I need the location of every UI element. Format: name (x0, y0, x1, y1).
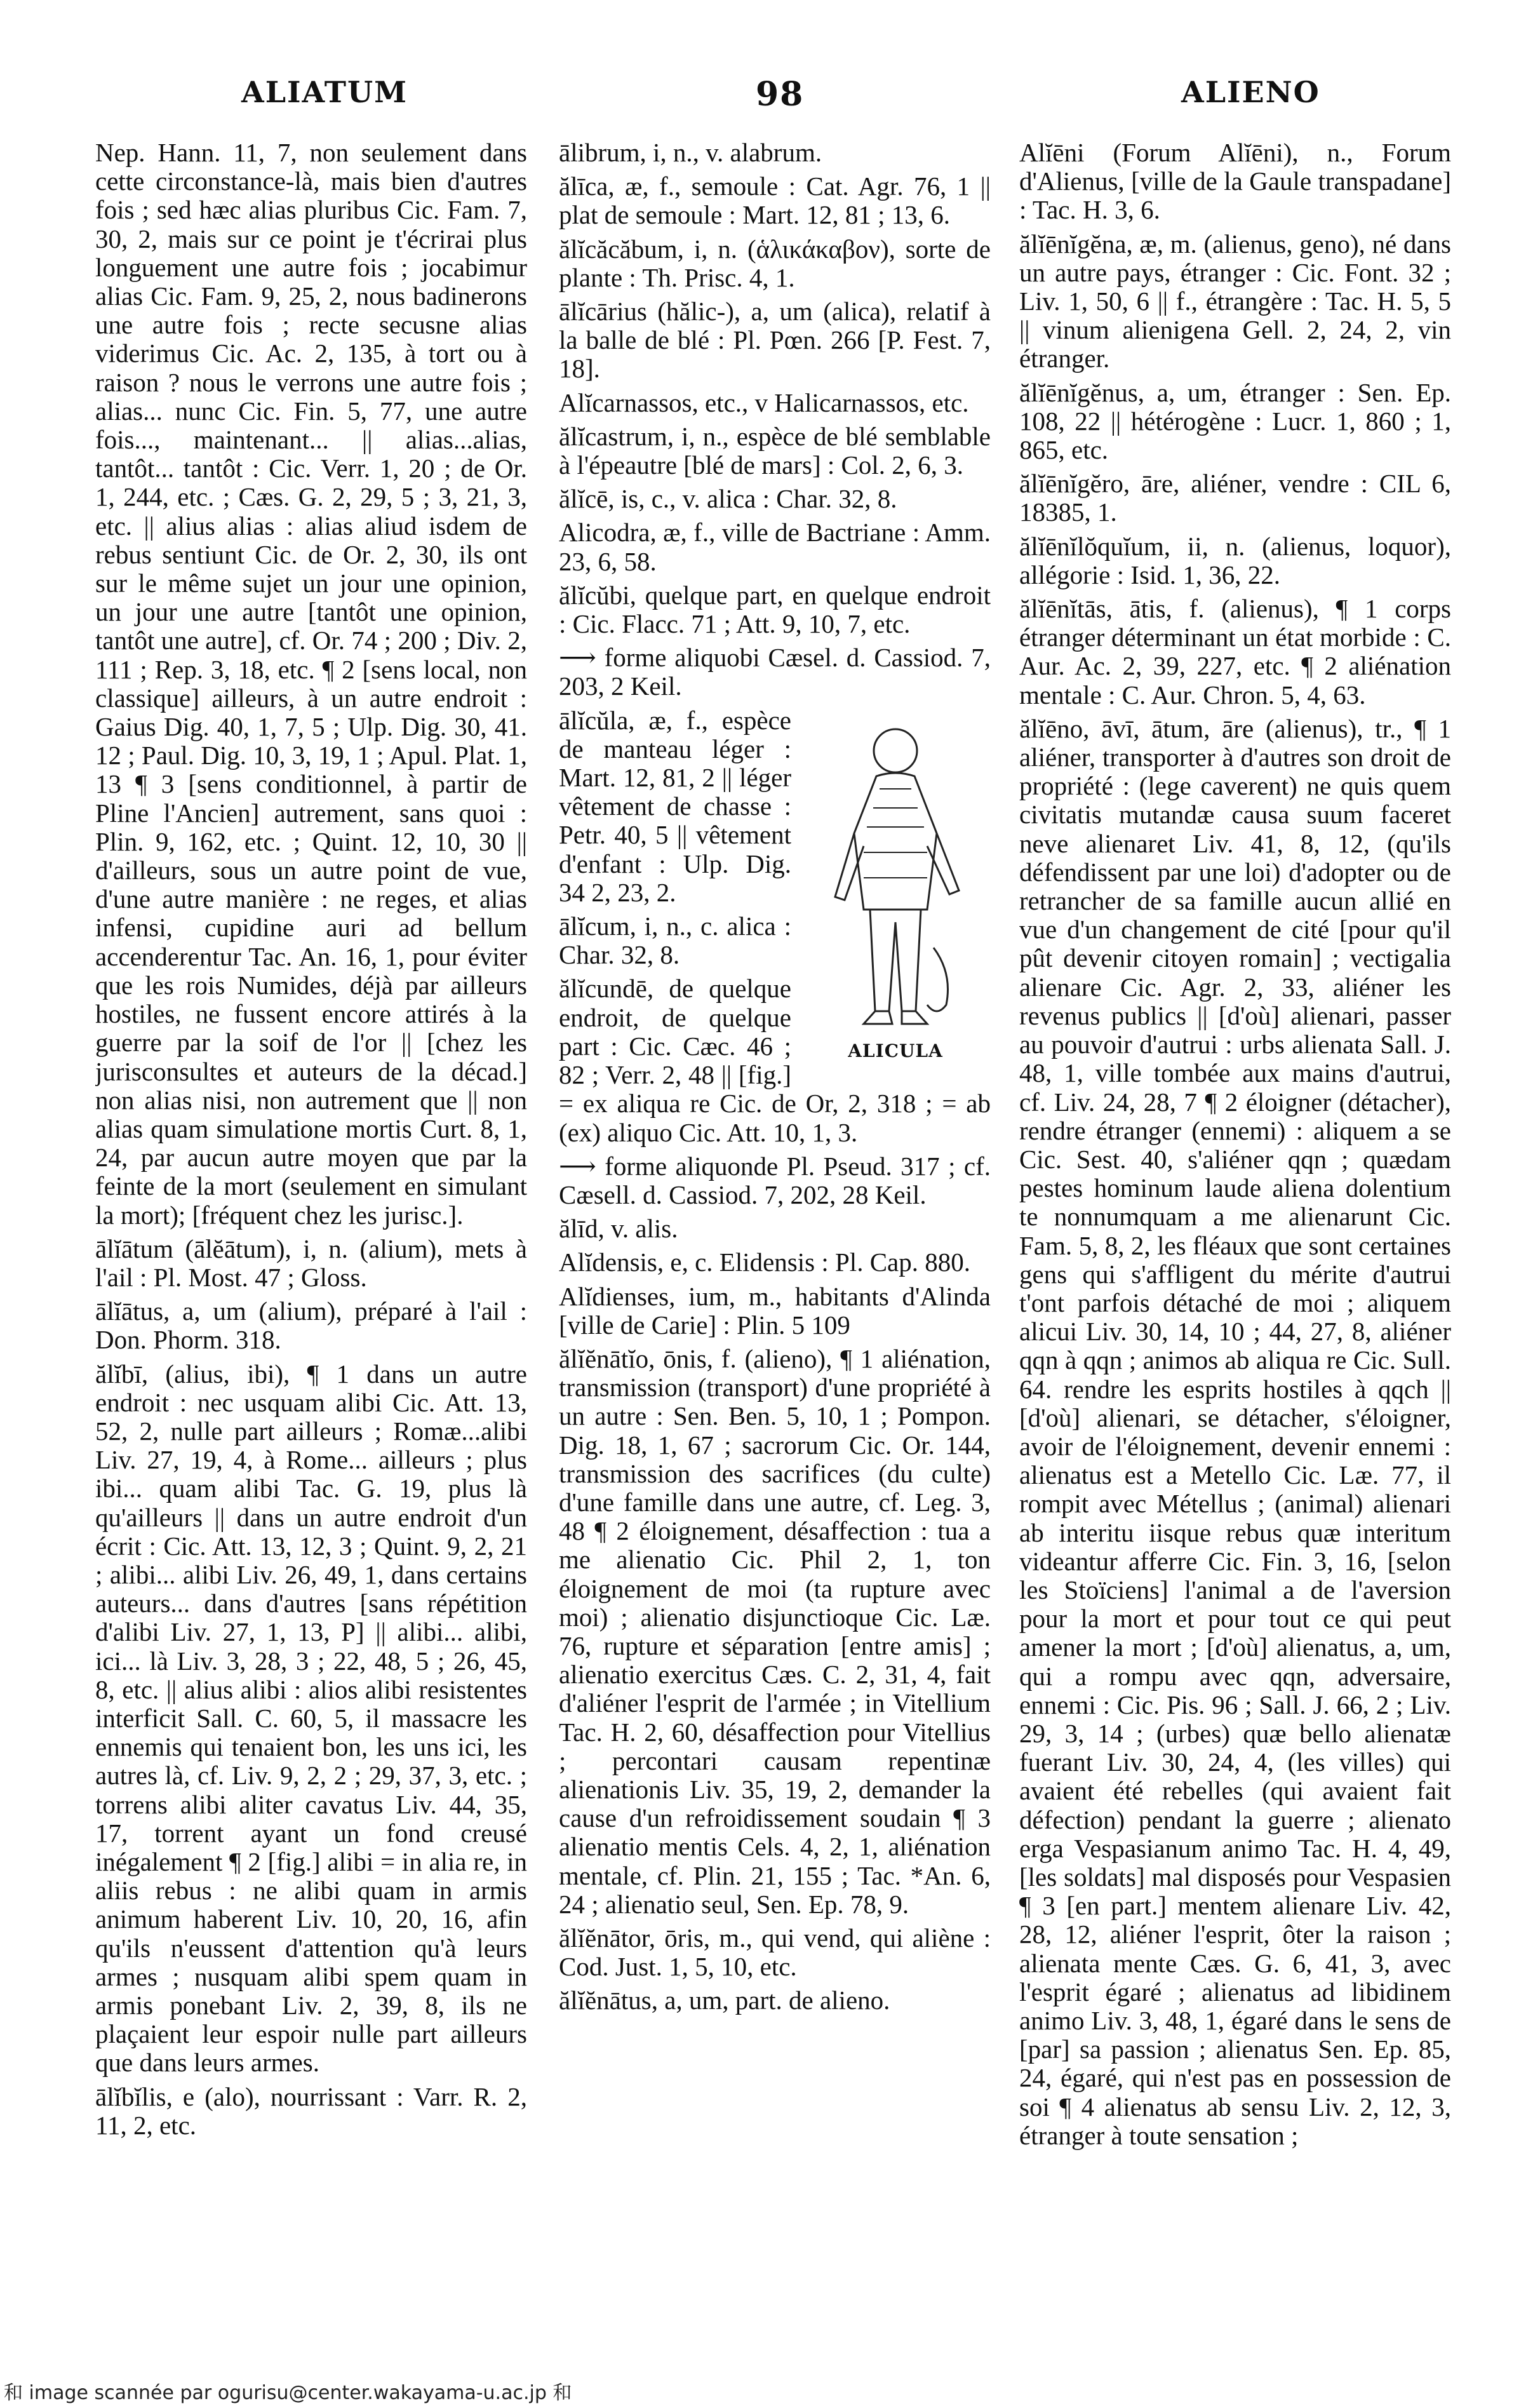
entry: Alĭdensis, e, c. Elidensis : Pl. Cap. 880. (559, 1247, 970, 1277)
figure-caption: ALICULA (848, 1040, 943, 1061)
entry: ălĭēnĭgĕnus, a, um, étranger : Sen. Ep. 108, 22 || hétérogène : Lucr. 1, 860 ; 1, 865, etc. (1019, 377, 1451, 465)
entry: ălĭcastrum, i, n., espèce de blé semblable à l'épeautre [blé de mars] : Col. 2, 6, 3. (559, 421, 991, 480)
entry: ălĭcăcăbum, i, n. (ἁλικάκαβον), sorte de plante : Th. Prisc. 4, 1. (559, 234, 991, 292)
entry: ālĭcŭla, æ, f., espèce de manteau léger : Mart. 12, 81, 2 || léger vêtement de chasse : Petr. 40, 5 || vêtement d'enfant : Ulp. Dig. 34 2, 23, 2. (559, 705, 791, 907)
entry: ālĭcārius (hălic-), a, um (alica), relatif à la balle de blé : Pl. Pœn. 266 [P. Fest. 7, 18]. (559, 297, 991, 384)
entry: Alĭēni (Forum Alĭēni), n., Forum d'Alienus, [ville de la Gaule transpadane] : Tac. H. 3, 6. (1019, 138, 1451, 225)
entry: ălĭēnĭgĕna, æ, m. (alienus, geno), né dans un autre pays, étranger : Cic. Font. 32 ; Liv. 1, 50, 6 || f., étrangère : Tac. H. 5, 5 || vinum alienigena Gell. 2, 24, 2, vin étranger. (1019, 229, 1451, 373)
entry: ālĭcum, i, n., c. alica : Char. 32, 8. (559, 911, 791, 970)
entry: ălĭcŭbi, quelque part, en quelque endroit : Cic. Flacc. 71 ; Att. 9, 10, 7, etc. (559, 580, 991, 639)
column-middle (559, 138, 991, 2298)
alicula-illustration (800, 706, 991, 1062)
entry: ălīca, æ, f., semoule : Cat. Agr. 76, 1 || plat de semoule : Mart. 12, 81 ; 13, 6. (559, 171, 991, 230)
running-head-left: ALIATUM (241, 75, 408, 109)
running-head-right: ALIENO (1181, 75, 1320, 109)
entry: ālĭātus, a, um (alium), préparé à l'ail : Don. Phorm. 318. (95, 1296, 527, 1355)
entry: ⟶ forme aliquonde Pl. Pseud. 317 ; cf. Cæsell. d. Cassiod. 7, 202, 28 Keil. (559, 1151, 991, 1209)
entry: ălĭĕnātor, ōris, m., qui vend, qui aliène : Cod. Just. 1, 5, 10, etc. (559, 1923, 991, 1982)
scan-credit-text: 和 image scannée par ogurisu@center.wakayama-u.ac.jp 和 (4, 2382, 572, 2404)
entry: ălĭcē, is, c., v. alica : Char. 32, 8. (559, 484, 897, 514)
entry: Alicodra, æ, f., ville de Bactriane : Amm. 23, 6, 58. (559, 518, 991, 576)
entry: ălĭĕnātĭo, ōnis, f. (alieno), ¶ 1 aliénation, transmission (transport) d'une propriété à un autre : Sen. Ben. 5, 10, 1 ; Pompon. Dig. 18, 1, 67 ; sacrorum Cic. Or. 144, transmission des sacrifices (du culte) d'une famille dans une autre, cf. Leg. 3, 48 ¶ 2 éloignement, désaffection : tua a me alienatio Cic. Phil 2, 1, ton éloignement de moi (ta rupture avec moi) ; alienatio disjunctioque Cic. Læ. 76, rupture et séparation [entre amis] ; alienatio exercitus Cæs. C. 2, 31, 4, fait d'aliéner l'esprit de l'armée ; in Vitellium Tac. H. 2, 60, désaffection pour Vitellius ; percontari causam repentinæ alienationis Liv. 35, 19, 2, demander la cause d'un refroidissement soudain ¶ 3 alienatio mentis Cels. 4, 2, 1, aliénation mentale, cf. Plin. 21, 155 ; Tac. *An. 6, 24 ; alienatio seul, Sen. Ep. 78, 9. (559, 1343, 991, 1919)
entry: ălīd, v. alis. (559, 1214, 678, 1244)
entry: ālĭbĭlis, e (alo), nourrissant : Varr. R. 2, 11, 2, etc. (95, 2081, 527, 2140)
entry: ălĭēnĭlŏquĭum, ii, n. (alienus, loquor), allégorie : Isid. 1, 36, 22. (1019, 531, 1451, 589)
entry: Alĭdienses, ium, m., habitants d'Alinda [ville de Carie] : Plin. 5 109 (559, 1281, 991, 1340)
entry: Alĭcarnassos, etc., v Halicarnassos, etc. (559, 387, 969, 417)
entry: ălĭbī, (alius, ibi), ¶ 1 dans un autre endroit : nec usquam alibi Cic. Att. 13, 52, 2, nulle part ailleurs ; Romæ...alibi Liv. 27, 19, 4, à Rome... ailleurs ; plus ibi... quam alibi Tac. G. 19, plus là qu'ailleurs || dans un autre endroit d'un écrit : Cic. Att. 13, 12, 3 ; Quint. 9, 2, 21 ; alibi... alibi Liv. 26, 49, 1, dans certains auteurs... dans d'autres [sans répétition d'alibi Liv. 27, 1, 13, P] || alibi... alibi, ici... là Liv. 3, 28, 3 ; 22, 48, 5 ; 26, 45, 8, etc. || alius alibi : alios alibi resistentes interficit Sall. C. 60, 5, il massacre les ennemis qui tenaient bon, les uns ici, les autres là, cf. Liv. 9, 2, 2 ; 29, 37, 3, etc. ; torrens alibi aliter cavatus Liv. 44, 35, 17, torrent ayant un fond creusé inégalement ¶ 2 [fig.] alibi = in alia re, in aliis rebus : ne alibi quam in armis animum haberent Liv. 10, 20, 16, afin qu'ils n'eussent d'attention qu'à leurs armes ; nusquam alibi spem quam in armis ponebant Liv. 2, 39, 8, ils ne plaçaient leur espoir nulle part ailleurs que dans leurs armes. (95, 1359, 527, 2078)
column-left (95, 138, 527, 2298)
scan-credit-footer (0, 2377, 1540, 2402)
entry: ălĭēnĭtās, ātis, f. (alienus), ¶ 1 corps étranger déterminant un état morbide : C. Aur. Ac. 2, 39, 227, etc. ¶ 2 aliénation mentale : C. Aur. Chron. 5, 4, 63. (1019, 594, 1451, 709)
entry: ălĭēno, āvī, ātum, āre (alienus), tr., ¶ 1 aliéner, transporter à d'autres son droit de propriété : (lege caverent) ne quis quem civitatis mutandæ causa suum faceret neve alienaret Liv. 41, 8, 12, (qu'ils défendissent par une loi) d'adopter ou de retrancher de sa famille aucun allié en vue d'un changement de cité [pour qu'il pût devenir citoyen romain] ; vectigalia alienare Cic. Agr. 2, 33, aliéner les revenus publics || [d'où] alienari, passer au pouvoir d'autrui : urbs alienata Sall. J. 48, 1, ville tombée aux mains d'autrui, cf. Liv. 24, 28, 7 ¶ 2 éloigner (détacher), rendre étranger (ennemi) : aliquem a se Cic. Sest. 40, s'aliéner qqn ; quædam pestes hominum laude aliena dolentium te nonnumquam a me alienarunt Cic. Fam. 5, 8, 2, les fléaux que sont certaines gens qui s'affligent du mérite d'autrui t'ont parfois détaché de moi ; aliquem alicui Liv. 30, 14, 10 ; 44, 27, 8, aliéner qqn à qqn ; animos ab aliqua re Cic. Sull. 64. rendre les esprits hostiles à qqch || [d'où] alienari, se détacher, s'éloigner, avoir de l'éloignement, devenir ennemi : alienatus est a Metello Cic. Læ. 77, il rompit avec Métellus ; (animal) alienari ab interitu iisque rebus quæ interitum videantur afferre Cic. Fin. 3, 16, [selon les Stoïciens] l'animal a de l'aversion pour la mort et pour tout ce qui peut amener la mort ; [d'où] alienatus, a, um, qui a rompu avec qqn, adversaire, ennemi : Cic. Pis. 96 ; Sall. J. 66, 2 ; Liv. 29, 3, 14 ; (urbes) quæ bello alienatæ fuerant Liv. 30, 24, 4, (les villes) qui avaient été rebelles (qui avaient fait défection) pendant la guerre ; alienato erga Vespasianum animo Tac. H. 4, 49, [les soldats] mal disposés pour Vespasien ¶ 3 [en part.] mentem alienare Liv. 42, 28, 12, aliéner l'esprit, ôter la raison ; alienata mente Cæs. G. 6, 41, 3, avec l'esprit égaré ; alienatus ad libidinem animo Liv. 3, 48, 1, égaré dans le sens de [par] sa passion ; alienatus Sen. Ep. 85, 24, égaré, qui n'est pas en possession de soi ¶ 4 alienatus ab sensu Liv. 2, 12, 3, étranger à toute sensation ; (1019, 713, 1451, 2150)
column-right (1019, 138, 1451, 2298)
figure-drawing-icon (800, 706, 991, 1037)
entry: ălĭĕnātus, a, um, part. de alieno. (559, 1986, 890, 2015)
entry: ălĭēnĭgĕro, āre, aliéner, vendre : CIL 6, 18385, 1. (1019, 469, 1451, 527)
entry: ālibrum, i, n., v. alabrum. (559, 138, 822, 167)
entry: ⟶ forme aliquobi Cæsel. d. Cassiod. 7, 203, 2 Keil. (559, 643, 991, 701)
entry: ālĭātum (ālĕātum), i, n. (alium), mets à l'ail : Pl. Most. 47 ; Gloss. (95, 1233, 527, 1292)
page-number: 98 (756, 75, 805, 114)
entry: ălĭcundē, de quelque endroit, de quelque part : Cic. Cæc. 46 ; 82 ; Verr. 2, 48 || [fig.] = ex aliqua re Cic. de Or, 2, 318 ; = ab (ex) aliquo Cic. Att. 10, 1, 3. (559, 974, 991, 1147)
entry: Nep. Hann. 11, 7, non seulement dans cette circonstance-là, mais bien d'autres fois ; sed hæc alias pluribus Cic. Fam. 7, 30, 2, mais sur ce point je t'écrirai plus longuement une autre fois ; jocabimur alias Cic. Fam. 9, 25, 2, nous badinerons une autre fois ; recte secusne alias viderimus Cic. Ac. 2, 135, à tort ou à raison ? nous le verrons une autre fois ; alias... nunc Cic. Fin. 5, 77, une autre fois..., maintenant... || alias...alias, tantôt... tantôt : Cic. Verr. 1, 20 ; de Or. 1, 244, etc. ; Cæs. G. 2, 29, 5 ; 3, 21, 3, etc. || alius alias : alias aliud isdem de rebus sentiunt Cic. de Or. 2, 30, ils ont sur le même sujet un jour une opinion, un jour une autre [tantôt une opinion, tantôt une autre], cf. Or. 74 ; 200 ; Div. 2, 111 ; Rep. 3, 18, etc. ¶ 2 [sens local, non classique] ailleurs, à un autre endroit : Gaius Dig. 40, 1, 7, 5 ; Ulp. Dig. 30, 41. 12 ; Paul. Dig. 10, 3, 19, 1 ; Apul. Plat. 1, 13 ¶ 3 [sens conditionnel, à partir de Pline l'Ancien] autrement, sans quoi : Plin. 9, 162, etc. ; Quint. 12, 10, 30 || d'ailleurs, sous un autre point de vue, d'une autre manière : ne reges, et alias infensi, cupidine auri ad bellum accenderentur Tac. An. 16, 1, pour éviter que les rois Numides, déjà par ailleurs hostiles, ne fussent encore attirés à la guerre par la soif de l'or || [chez les jurisconsultes et auteurs de la décad.] non alias nisi, non autrement que || non alias quam simulatione mortis Curt. 8, 1, 24, par aucun autre moyen que par la feinte de la mort (seulement en simulant la mort); [fréquent chez les jurisc.]. (95, 138, 527, 1230)
page-header (0, 75, 1540, 132)
